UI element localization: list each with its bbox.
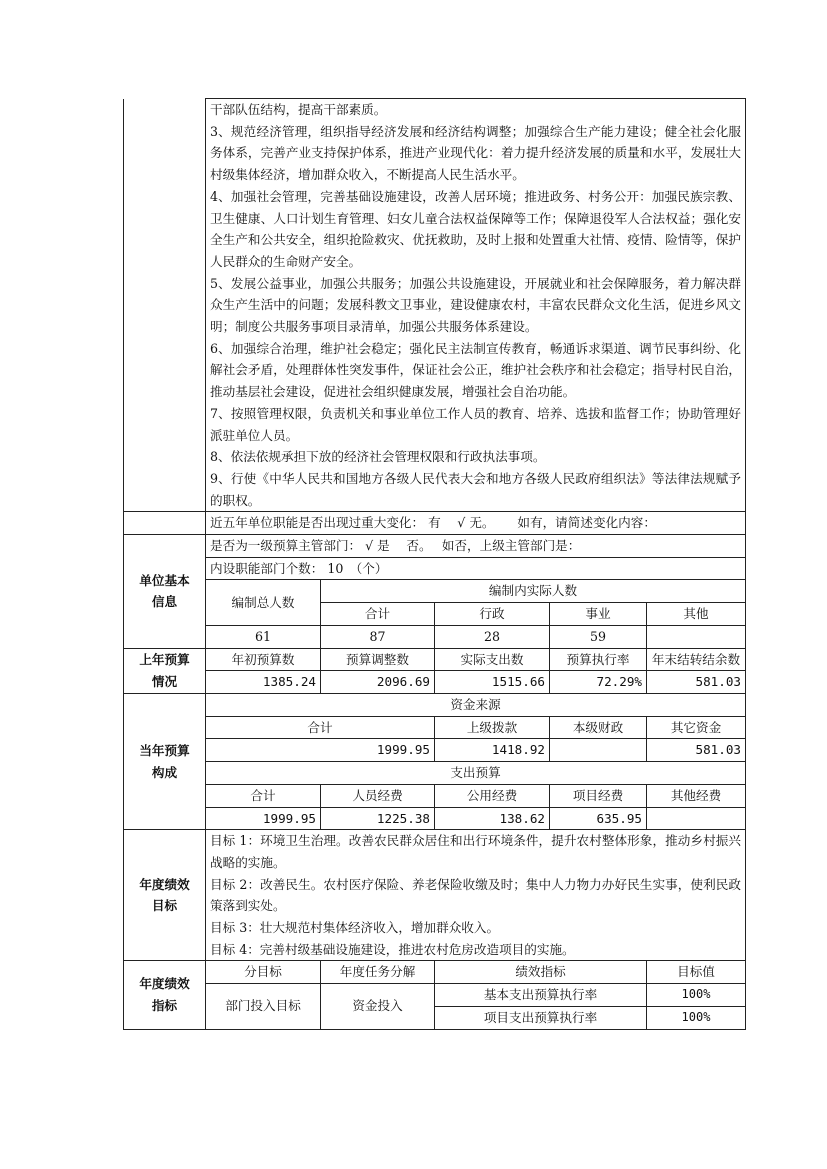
budget-table: [123, 98, 746, 1030]
carryover-header: 年末结转结余数: [647, 648, 746, 671]
adjusted-budget-header: 预算调整数: [321, 648, 435, 671]
funding-other-header: 其它资金: [647, 716, 746, 739]
goal-item: 目标 4：完善村级基础设施建设，推进农村危房改造项目的实施。: [210, 941, 575, 957]
funding-upper-header: 上级拨款: [435, 716, 550, 739]
sub-goal-value: 部门投入目标: [206, 984, 321, 1029]
funding-upper-value: 1418.92: [435, 739, 550, 762]
funding-local-header: 本级财政: [550, 716, 647, 739]
staff-admin-value: 28: [435, 625, 550, 648]
budget-level-line: 是否为一级预算主管部门： √ 是 否。 如否，上级主管部门是：: [206, 535, 746, 558]
change-row: [124, 512, 746, 535]
execution-rate-header: 预算执行率: [550, 648, 647, 671]
funding-total-header: 合计: [206, 716, 435, 739]
staff-total-header: 合计: [321, 603, 435, 626]
indicator-name: 基本支出预算执行率: [435, 984, 647, 1007]
staff-admin-header: 行政: [435, 603, 550, 626]
funding-title: 资金来源: [206, 693, 746, 716]
duties-row: [124, 99, 746, 512]
expense-total-value: 1999.95: [206, 807, 321, 830]
duty-item: 5、发展公益事业，加强公共服务；加强公共设施建设，开展就业和社会保障服务，着力解决群众生产生活中的问题；发展科教文卫事业，建设健康农村，丰富农民群众文化生活，促进乡风文明；制度公共服务事项目录清单，加强公共服务体系建设。: [210, 275, 742, 335]
duty-item: 6、加强综合治理，维护社会稳定；强化民主法制宣传教育，畅通诉求渠道、调节民事纠纷、化解社会矛盾，处理群体性突发事件，保证社会公正，维护社会秩序和社会稳定；指导村民自治，推动基层社会建设，促进社会组织健康发展，增强社会自治功能。: [210, 340, 742, 400]
expense-personnel-value: 1225.38: [321, 807, 435, 830]
duty-item: 3、规范经济管理，组织指导经济发展和经济结构调整；加强综合生产能力建设；健全社会化服务体系，完善产业支持保护体系，推进产业现代化：着力提升经济发展的质量和水平，发展壮大村级集体经济，增加群众收入，不断提高人民生活水平。: [210, 123, 742, 183]
expense-project-header: 项目经费: [550, 784, 647, 807]
expense-other-header: 其他经费: [647, 784, 746, 807]
last-year-label: 上年预算 情况: [124, 648, 206, 693]
staff-inst-header: 事业: [550, 603, 647, 626]
duty-item: 9、行使《中华人民共和国地方各级人民代表大会和地方各级人民政府组织法》等法律法规赋予的职权。: [210, 470, 742, 508]
change-label-cell: [124, 512, 206, 535]
actual-expense-value: 1515.66: [435, 671, 550, 694]
duties-label-cell: [124, 99, 206, 512]
duty-item: 8、依法依规承担下放的经济社会管理权限和行政执法事项。: [210, 449, 546, 465]
goal-item: 目标 2：改善民生。农村医疗保险、养老保险收缴及时；集中人力物力办好民生实事，使利民政策落到实处。: [210, 876, 742, 914]
staff-total-value: 87: [321, 625, 435, 648]
duty-item: 7、按照管理权限，负责机关和事业单位工作人员的教育、培养、选拔和监督工作；协助管理好派驻单位人员。: [210, 405, 742, 443]
funding-local-value: [550, 739, 647, 762]
expense-public-value: 138.62: [435, 807, 550, 830]
expense-personnel-header: 人员经费: [321, 784, 435, 807]
change-line: 近五年单位职能是否出现过重大变化： 有 √ 无。 如有，请简述变化内容：: [206, 512, 746, 535]
actual-expense-header: 实际支出数: [435, 648, 550, 671]
duty-item: 4、加强社会管理，完善基础设施建设，改善人居环境；推进政务、村务公开：加强民族宗教、卫生健康、人口计划生育管理、妇女儿童合法权益保障等工作；保障退役军人合法权益；强化安全生产和公共安全，组织抢险救灾、优抚救助，及时上报和处置重大社情、疫情、险情等，保护人民群众的生命财产安全。: [210, 188, 742, 269]
indicator-target: 100%: [647, 1006, 746, 1029]
staff-inst-value: 59: [550, 625, 647, 648]
initial-budget-value: 1385.24: [206, 671, 321, 694]
basic-info-label: 单位基本 信息: [124, 535, 206, 649]
goals-label: 年度绩效 目标: [124, 830, 206, 961]
adjusted-budget-value: 2096.69: [321, 671, 435, 694]
actual-staff-header: 编制内实际人数: [321, 580, 746, 603]
expense-other-value: [647, 807, 746, 830]
staff-other-header: 其他: [647, 603, 746, 626]
staff-quota-value: 61: [206, 625, 321, 648]
task-header: 年度任务分解: [321, 961, 435, 984]
carryover-value: 581.03: [647, 671, 746, 694]
task-value: 资金投入: [321, 984, 435, 1029]
funding-other-value: 581.03: [647, 739, 746, 762]
target-header: 目标值: [647, 961, 746, 984]
execution-rate-value: 72.29%: [550, 671, 647, 694]
goal-item: 目标 3：壮大规范村集体经济收入，增加群众收入。: [210, 920, 500, 936]
dept-count-line: 内设职能部门个数： 10 （个）: [206, 557, 746, 580]
sub-goal-header: 分目标: [206, 961, 321, 984]
initial-budget-header: 年初预算数: [206, 648, 321, 671]
staff-quota-header: 编制总人数: [206, 580, 321, 625]
expense-title: 支出预算: [206, 762, 746, 785]
funding-total-value: 1999.95: [206, 739, 435, 762]
staff-other-value: [647, 625, 746, 648]
indicator-target: 100%: [647, 984, 746, 1007]
indicator-name: 项目支出预算执行率: [435, 1006, 647, 1029]
expense-total-header: 合计: [206, 784, 321, 807]
current-year-label: 当年预算 构成: [124, 693, 206, 829]
duties-cell: [206, 99, 746, 512]
indicators-label: 年度绩效 指标: [124, 961, 206, 1029]
goals-cell: [206, 830, 746, 961]
expense-public-header: 公用经费: [435, 784, 550, 807]
duty-item: 干部队伍结构，提高干部素质。: [210, 102, 387, 117]
goal-item: 目标 1：环境卫生治理。改善农民群众居住和出行环境条件，提升农村整体形象，推动乡村振兴战略的实施。: [210, 833, 742, 870]
expense-project-value: 635.95: [550, 807, 647, 830]
indicator-header: 绩效指标: [435, 961, 647, 984]
